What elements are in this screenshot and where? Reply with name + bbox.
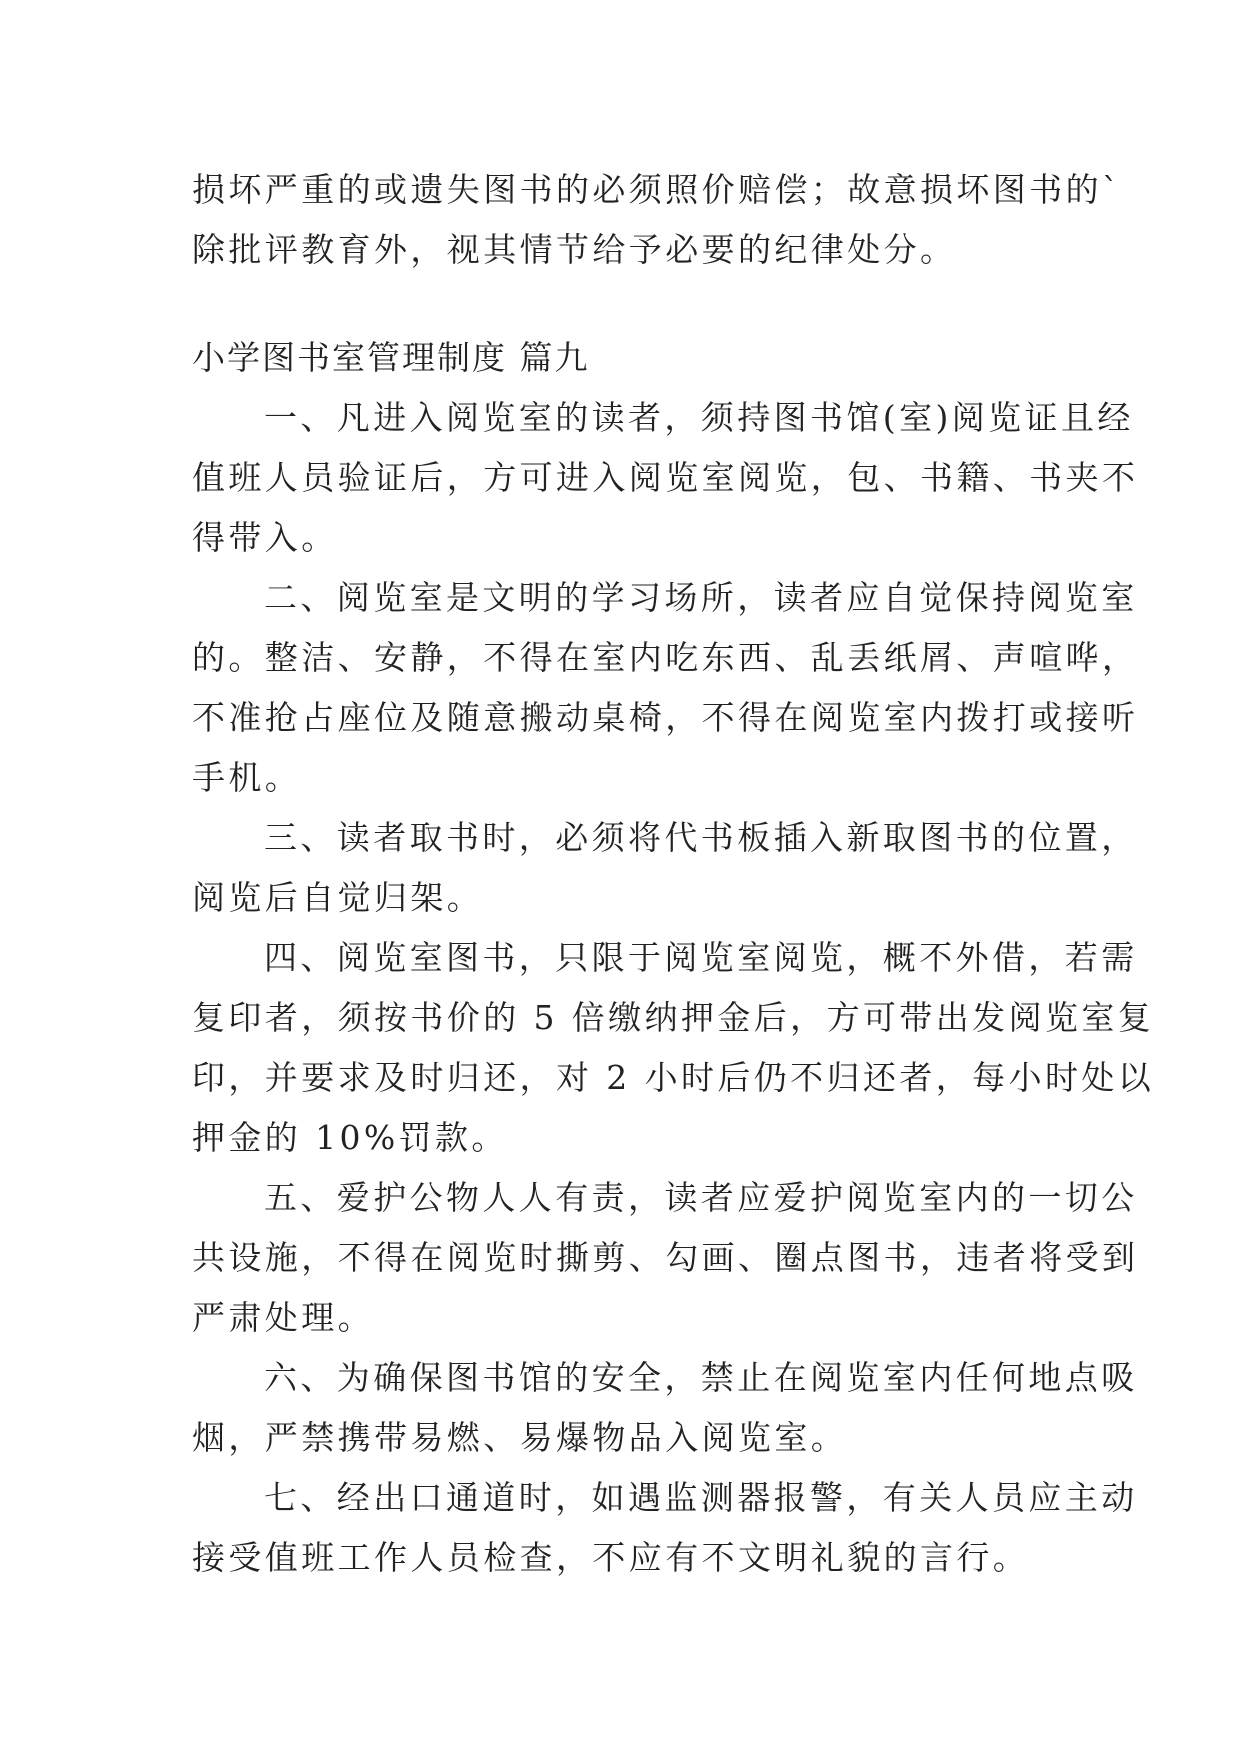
paragraph-line: 得带入。 [192,518,338,557]
paragraph-line: 三、读者取书时，必须将代书板插入新取图书的位置， [264,818,1138,857]
paragraph-line: 复印者，须按书价的 5 倍缴纳押金后，方可带出发阅览室复 [192,998,1155,1037]
paragraph-line: 四、阅览室图书，只限于阅览室阅览，概不外借，若需 [264,938,1138,977]
intro-paragraph [192,160,1122,280]
paragraph-line: 五、爱护公物人人有责，读者应爱护阅览室内的一切公 [264,1178,1138,1217]
rule-paragraph-5 [192,1168,1139,1348]
paragraph-line: 的。整洁、安静，不得在室内吃东西、乱丢纸屑、声喧哗， [192,638,1139,677]
paragraph-line: 接受值班工作人员检查，不应有不文明礼貌的言行。 [192,1538,1030,1577]
section-title-text: 小学图书室管理制度 篇九 [192,338,590,377]
rule-paragraph-7 [192,1468,1138,1588]
rule-paragraph-3 [192,808,1138,928]
paragraph-line: 共设施，不得在阅览时撕剪、勾画、圈点图书，违者将受到 [192,1238,1139,1277]
section-title [192,328,1050,388]
paragraph-line: 烟，严禁携带易燃、易爆物品入阅览室。 [192,1418,848,1457]
paragraph-line: 阅览后自觉归架。 [192,878,484,917]
paragraph-line: 严肃处理。 [192,1298,374,1337]
rule-paragraph-4 [192,928,1155,1168]
paragraph-line: 七、经出口通道时，如遇监测器报警，有关人员应主动 [264,1478,1138,1517]
intro-line: 损坏严重的或遗失图书的必须照价赔偿；故意损坏图书的` [192,170,1122,209]
paragraph-line: 二、阅览室是文明的学习场所，读者应自觉保持阅览室 [264,578,1138,617]
rule-paragraph-6 [192,1348,1138,1468]
paragraph-line: 印，并要求及时归还，对 2 小时后仍不归还者，每小时处以 [192,1058,1155,1097]
paragraph-line: 不准抢占座位及随意搬动桌椅，不得在阅览室内拨打或接听 [192,698,1139,737]
rule-paragraph-2 [192,568,1139,808]
paragraph-line: 值班人员验证后，方可进入阅览室阅览，包、书籍、书夹不 [192,458,1139,497]
paragraph-line: 六、为确保图书馆的安全，禁止在阅览室内任何地点吸 [264,1358,1138,1397]
paragraph-line: 押金的 10%罚款。 [192,1118,508,1157]
rule-paragraph-1 [192,388,1139,568]
rules-body [192,388,1155,1588]
paragraph-line: 一、凡进入阅览室的读者，须持图书馆(室)阅览证且经 [264,398,1134,437]
intro-line: 除批评教育外，视其情节给予必要的纪律处分。 [192,230,957,269]
paragraph-line: 手机。 [192,758,302,797]
